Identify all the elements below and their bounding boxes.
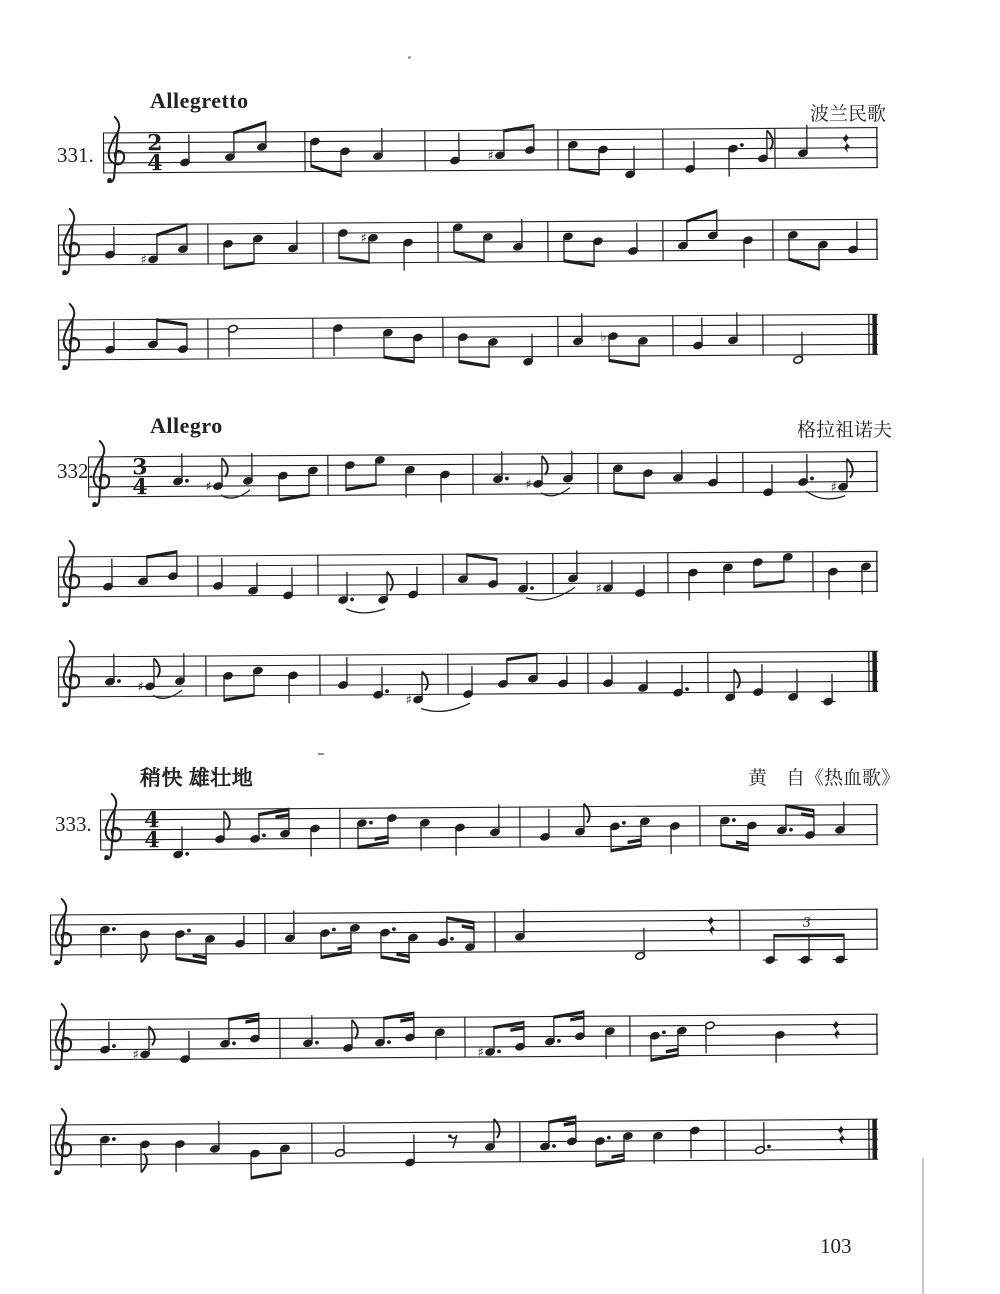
svg-text:♯: ♯ — [830, 480, 837, 496]
svg-text:♯: ♯ — [205, 479, 212, 495]
exercise-number-331: 331. — [57, 143, 94, 167]
scan-speck — [318, 753, 324, 755]
scan-artifact-line — [922, 1158, 924, 1294]
svg-text:♯: ♯ — [140, 252, 147, 268]
svg-text:♯: ♯ — [477, 1045, 484, 1061]
staff-system — [58, 284, 887, 402]
staff-system — [50, 984, 887, 1102]
attribution-333: 黄 自《热血歌》 — [748, 768, 901, 789]
svg-text:4: 4 — [144, 807, 160, 834]
svg-text:4: 4 — [132, 474, 148, 501]
exercise-number-333: 333. — [55, 812, 92, 836]
staff-system — [100, 775, 887, 892]
svg-text:♯: ♯ — [487, 148, 494, 164]
exercise-number-332: 332. — [57, 459, 94, 483]
svg-text:3: 3 — [802, 915, 812, 931]
page-number: 103 — [820, 1234, 852, 1258]
scan-speck — [408, 56, 411, 59]
svg-text:3: 3 — [132, 454, 148, 481]
svg-text:4: 4 — [147, 150, 163, 177]
svg-text:♯: ♯ — [525, 477, 532, 493]
staff-system — [50, 879, 887, 997]
staff-system — [50, 1089, 887, 1207]
tempo-marking-332: Allegro — [150, 413, 223, 438]
attribution-331: 波兰民歌 — [810, 104, 887, 125]
svg-text:♯: ♯ — [137, 679, 144, 695]
svg-text:♯: ♯ — [595, 581, 602, 597]
svg-text:♯: ♯ — [405, 693, 412, 709]
attribution-332: 格拉祖诺夫 — [797, 420, 893, 441]
tempo-marking-331: Allegretto — [150, 88, 249, 113]
svg-text:♭: ♭ — [600, 329, 607, 345]
svg-text:♯: ♯ — [132, 1047, 139, 1063]
svg-text:4: 4 — [144, 827, 160, 854]
svg-text:2: 2 — [147, 130, 163, 157]
staff-system — [58, 621, 887, 739]
tempo-marking-333: 稍快 雄壮地 — [140, 766, 254, 790]
svg-text:♯: ♯ — [360, 231, 367, 247]
